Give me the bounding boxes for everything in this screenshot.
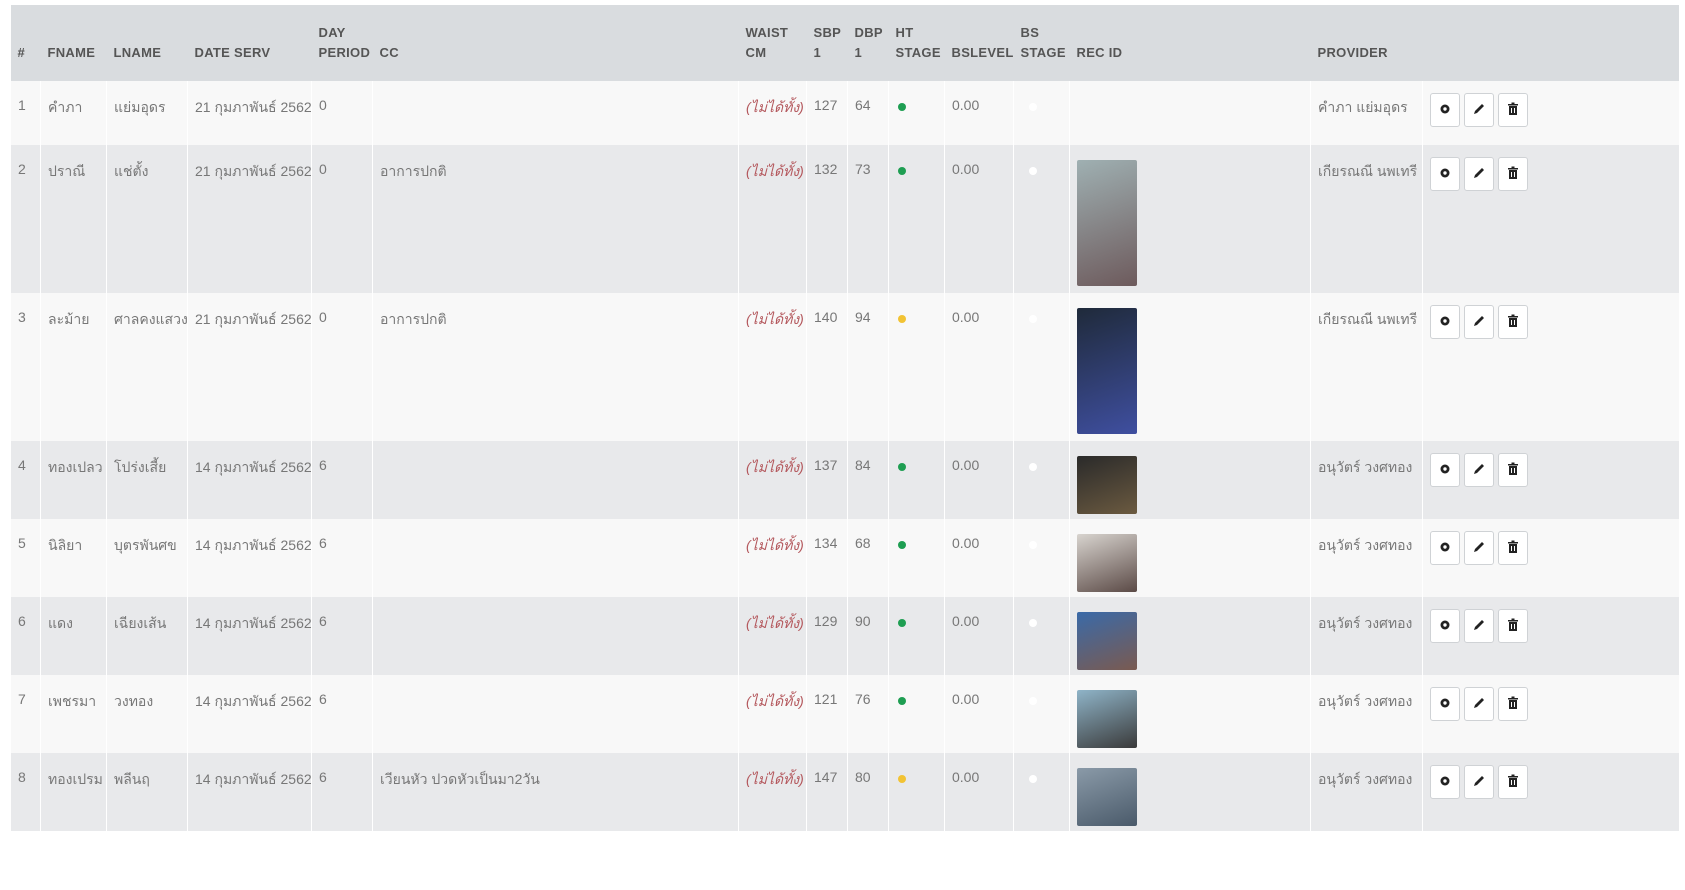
ht-stage-indicator bbox=[898, 167, 906, 175]
view-button[interactable] bbox=[1430, 609, 1460, 643]
cell-day-period: 6 bbox=[312, 519, 373, 597]
cell-fname: ทองเปลว bbox=[41, 441, 107, 519]
cell-rec-id bbox=[1070, 145, 1311, 293]
table-row bbox=[11, 597, 1679, 675]
cell-ht-stage bbox=[889, 81, 945, 145]
bs-stage-indicator bbox=[1029, 463, 1037, 471]
cell-bslevel: 0.00 bbox=[945, 441, 1014, 519]
cell-rec-id bbox=[1070, 293, 1311, 441]
cell-date-serv: 21 กุมภาพันธ์ 2562 bbox=[188, 293, 312, 441]
bs-stage-indicator bbox=[1029, 775, 1037, 783]
col-cc[interactable]: CC bbox=[373, 5, 739, 81]
col-lname[interactable]: LNAME bbox=[107, 5, 188, 81]
eye-icon bbox=[1437, 539, 1453, 558]
pencil-icon bbox=[1471, 773, 1487, 792]
eye-icon bbox=[1437, 461, 1453, 480]
cell-provider: อนุวัตร์ วงศทอง bbox=[1311, 597, 1423, 675]
cell-cc bbox=[373, 675, 739, 753]
cell-provider: เกียรณณี นพเทรี bbox=[1311, 293, 1423, 441]
cell-dbp: 84 bbox=[848, 441, 889, 519]
cell-day-period: 0 bbox=[312, 293, 373, 441]
cell-num: 5 bbox=[11, 519, 41, 597]
trash-icon bbox=[1505, 101, 1521, 120]
cell-lname: แช่ตั้ง bbox=[107, 145, 188, 293]
trash-icon bbox=[1505, 695, 1521, 714]
col-fname[interactable]: FNAME bbox=[41, 5, 107, 81]
cell-lname: แย่มอุดร bbox=[107, 81, 188, 145]
col-dbp[interactable]: DBP 1 bbox=[848, 5, 889, 81]
ht-stage-indicator bbox=[898, 541, 906, 549]
delete-button[interactable] bbox=[1498, 453, 1528, 487]
cell-day-period: 6 bbox=[312, 675, 373, 753]
cell-day-period: 6 bbox=[312, 753, 373, 831]
eye-icon bbox=[1437, 313, 1453, 332]
cell-cc: เวียนหัว ปวดหัวเป็นมา2วัน bbox=[373, 753, 739, 831]
view-button[interactable] bbox=[1430, 765, 1460, 799]
table-row bbox=[11, 293, 1679, 441]
cell-bslevel: 0.00 bbox=[945, 597, 1014, 675]
trash-icon bbox=[1505, 539, 1521, 558]
cell-date-serv: 14 กุมภาพันธ์ 2562 bbox=[188, 441, 312, 519]
edit-button[interactable] bbox=[1464, 609, 1494, 643]
eye-icon bbox=[1437, 101, 1453, 120]
cell-ht-stage bbox=[889, 519, 945, 597]
cell-bslevel: 0.00 bbox=[945, 145, 1014, 293]
cell-bs-stage bbox=[1014, 81, 1070, 145]
col-bs-stage[interactable]: BS STAGE bbox=[1014, 5, 1070, 81]
ht-stage-indicator bbox=[898, 619, 906, 627]
col-rec-id[interactable]: REC ID bbox=[1070, 5, 1311, 81]
cell-lname: ศาลคงแสวง bbox=[107, 293, 188, 441]
pencil-icon bbox=[1471, 461, 1487, 480]
edit-button[interactable] bbox=[1464, 453, 1494, 487]
cell-waist: (ไม่ได้ทั้ง) bbox=[739, 145, 807, 293]
cell-rec-id bbox=[1070, 753, 1311, 831]
cell-dbp: 68 bbox=[848, 519, 889, 597]
cell-rec-id bbox=[1070, 81, 1311, 145]
col-provider[interactable]: PROVIDER bbox=[1311, 5, 1423, 81]
cell-sbp: 121 bbox=[807, 675, 848, 753]
pencil-icon bbox=[1471, 695, 1487, 714]
ht-stage-indicator bbox=[898, 103, 906, 111]
cell-sbp: 134 bbox=[807, 519, 848, 597]
delete-button[interactable] bbox=[1498, 609, 1528, 643]
eye-icon bbox=[1437, 617, 1453, 636]
cell-rec-id bbox=[1070, 519, 1311, 597]
edit-button[interactable] bbox=[1464, 305, 1494, 339]
ht-stage-indicator bbox=[898, 775, 906, 783]
cell-actions bbox=[1423, 293, 1679, 441]
col-ht-stage[interactable]: HT STAGE bbox=[889, 5, 945, 81]
delete-button[interactable] bbox=[1498, 305, 1528, 339]
cell-fname: ละม้าย bbox=[41, 293, 107, 441]
pencil-icon bbox=[1471, 101, 1487, 120]
eye-icon bbox=[1437, 695, 1453, 714]
col-day-period[interactable]: DAY PERIOD bbox=[312, 5, 373, 81]
delete-button[interactable] bbox=[1498, 93, 1528, 127]
view-button[interactable] bbox=[1430, 157, 1460, 191]
cell-dbp: 94 bbox=[848, 293, 889, 441]
cell-lname: บุตรพันศข bbox=[107, 519, 188, 597]
trash-icon bbox=[1505, 165, 1521, 184]
view-button[interactable] bbox=[1430, 453, 1460, 487]
cell-cc: อาการปกติ bbox=[373, 145, 739, 293]
cell-ht-stage bbox=[889, 145, 945, 293]
cell-waist: (ไม่ได้ทั้ง) bbox=[739, 753, 807, 831]
pencil-icon bbox=[1471, 313, 1487, 332]
cell-num: 7 bbox=[11, 675, 41, 753]
patient-photo[interactable] bbox=[1077, 456, 1137, 514]
cell-bs-stage bbox=[1014, 675, 1070, 753]
bs-stage-indicator bbox=[1029, 315, 1037, 323]
bs-stage-indicator bbox=[1029, 619, 1037, 627]
cell-ht-stage bbox=[889, 753, 945, 831]
cell-bslevel: 0.00 bbox=[945, 753, 1014, 831]
records-table bbox=[10, 5, 1679, 831]
cell-dbp: 90 bbox=[848, 597, 889, 675]
table-row bbox=[11, 441, 1679, 519]
eye-icon bbox=[1437, 165, 1453, 184]
cell-date-serv: 14 กุมภาพันธ์ 2562 bbox=[188, 675, 312, 753]
ht-stage-indicator bbox=[898, 315, 906, 323]
edit-button[interactable] bbox=[1464, 765, 1494, 799]
cell-actions bbox=[1423, 81, 1679, 145]
cell-date-serv: 21 กุมภาพันธ์ 2562 bbox=[188, 145, 312, 293]
view-button[interactable] bbox=[1430, 305, 1460, 339]
bs-stage-indicator bbox=[1029, 167, 1037, 175]
trash-icon bbox=[1505, 313, 1521, 332]
pencil-icon bbox=[1471, 617, 1487, 636]
cell-provider: อนุวัตร์ วงศทอง bbox=[1311, 441, 1423, 519]
patient-photo[interactable] bbox=[1077, 308, 1137, 434]
cell-actions bbox=[1423, 753, 1679, 831]
patient-photo[interactable] bbox=[1077, 534, 1137, 592]
table-row bbox=[11, 81, 1679, 145]
cell-waist: (ไม่ได้ทั้ง) bbox=[739, 81, 807, 145]
cell-date-serv: 14 กุมภาพันธ์ 2562 bbox=[188, 753, 312, 831]
cell-lname: โปร่งเสี้ย bbox=[107, 441, 188, 519]
cell-bslevel: 0.00 bbox=[945, 519, 1014, 597]
cell-cc bbox=[373, 441, 739, 519]
patient-photo[interactable] bbox=[1077, 690, 1137, 748]
cell-lname: วงทอง bbox=[107, 675, 188, 753]
cell-bs-stage bbox=[1014, 441, 1070, 519]
cell-actions bbox=[1423, 441, 1679, 519]
cell-waist: (ไม่ได้ทั้ง) bbox=[739, 597, 807, 675]
cell-sbp: 137 bbox=[807, 441, 848, 519]
cell-bs-stage bbox=[1014, 293, 1070, 441]
cell-num: 1 bbox=[11, 81, 41, 145]
cell-dbp: 76 bbox=[848, 675, 889, 753]
cell-rec-id bbox=[1070, 597, 1311, 675]
col-actions bbox=[1423, 5, 1679, 81]
trash-icon bbox=[1505, 461, 1521, 480]
cell-actions bbox=[1423, 519, 1679, 597]
cell-date-serv: 14 กุมภาพันธ์ 2562 bbox=[188, 519, 312, 597]
pencil-icon bbox=[1471, 165, 1487, 184]
cell-dbp: 80 bbox=[848, 753, 889, 831]
cell-waist: (ไม่ได้ทั้ง) bbox=[739, 519, 807, 597]
cell-day-period: 0 bbox=[312, 145, 373, 293]
col-date-serv[interactable]: DATE SERV bbox=[188, 5, 312, 81]
bs-stage-indicator bbox=[1029, 697, 1037, 705]
cell-actions bbox=[1423, 145, 1679, 293]
table-row bbox=[11, 753, 1679, 831]
cell-fname: แดง bbox=[41, 597, 107, 675]
cell-provider: เกียรณณี นพเทรี bbox=[1311, 145, 1423, 293]
edit-button[interactable] bbox=[1464, 93, 1494, 127]
cell-day-period: 6 bbox=[312, 441, 373, 519]
cell-provider: อนุวัตร์ วงศทอง bbox=[1311, 519, 1423, 597]
edit-button[interactable] bbox=[1464, 687, 1494, 721]
cell-num: 8 bbox=[11, 753, 41, 831]
ht-stage-indicator bbox=[898, 697, 906, 705]
cell-lname: เฉียงเส้น bbox=[107, 597, 188, 675]
cell-actions bbox=[1423, 675, 1679, 753]
col-waist[interactable]: WAIST CM bbox=[739, 5, 807, 81]
patient-photo[interactable] bbox=[1077, 768, 1137, 826]
cell-bslevel: 0.00 bbox=[945, 293, 1014, 441]
table-header bbox=[11, 5, 1679, 81]
cell-cc bbox=[373, 519, 739, 597]
cell-num: 2 bbox=[11, 145, 41, 293]
cell-sbp: 132 bbox=[807, 145, 848, 293]
view-button[interactable] bbox=[1430, 93, 1460, 127]
ht-stage-indicator bbox=[898, 463, 906, 471]
cell-provider: คำภา แย่มอุดร bbox=[1311, 81, 1423, 145]
eye-icon bbox=[1437, 773, 1453, 792]
records-table-wrapper bbox=[10, 5, 1678, 831]
cell-bslevel: 0.00 bbox=[945, 675, 1014, 753]
cell-num: 4 bbox=[11, 441, 41, 519]
table-row bbox=[11, 145, 1679, 293]
edit-button[interactable] bbox=[1464, 157, 1494, 191]
cell-num: 3 bbox=[11, 293, 41, 441]
cell-day-period: 0 bbox=[312, 81, 373, 145]
table-body bbox=[11, 81, 1679, 831]
view-button[interactable] bbox=[1430, 531, 1460, 565]
cell-provider: อนุวัตร์ วงศทอง bbox=[1311, 675, 1423, 753]
cell-actions bbox=[1423, 597, 1679, 675]
cell-rec-id bbox=[1070, 441, 1311, 519]
cell-sbp: 147 bbox=[807, 753, 848, 831]
patient-photo[interactable] bbox=[1077, 612, 1137, 670]
cell-rec-id bbox=[1070, 675, 1311, 753]
cell-fname: ทองเปรม bbox=[41, 753, 107, 831]
cell-ht-stage bbox=[889, 597, 945, 675]
pencil-icon bbox=[1471, 539, 1487, 558]
cell-sbp: 127 bbox=[807, 81, 848, 145]
bs-stage-indicator bbox=[1029, 541, 1037, 549]
cell-ht-stage bbox=[889, 675, 945, 753]
cell-bslevel: 0.00 bbox=[945, 81, 1014, 145]
delete-button[interactable] bbox=[1498, 157, 1528, 191]
cell-dbp: 64 bbox=[848, 81, 889, 145]
patient-photo[interactable] bbox=[1077, 160, 1137, 286]
cell-waist: (ไม่ได้ทั้ง) bbox=[739, 675, 807, 753]
cell-bs-stage bbox=[1014, 145, 1070, 293]
cell-cc: อาการปกติ bbox=[373, 293, 739, 441]
cell-bs-stage bbox=[1014, 597, 1070, 675]
delete-button[interactable] bbox=[1498, 765, 1528, 799]
col-bslevel[interactable]: BSLEVEL bbox=[945, 5, 1014, 81]
cell-fname: นิลิยา bbox=[41, 519, 107, 597]
view-button[interactable] bbox=[1430, 687, 1460, 721]
cell-ht-stage bbox=[889, 441, 945, 519]
delete-button[interactable] bbox=[1498, 531, 1528, 565]
cell-bs-stage bbox=[1014, 519, 1070, 597]
cell-sbp: 140 bbox=[807, 293, 848, 441]
cell-dbp: 73 bbox=[848, 145, 889, 293]
bs-stage-indicator bbox=[1029, 103, 1037, 111]
trash-icon bbox=[1505, 773, 1521, 792]
cell-cc bbox=[373, 597, 739, 675]
cell-fname: คำภา bbox=[41, 81, 107, 145]
trash-icon bbox=[1505, 617, 1521, 636]
cell-cc bbox=[373, 81, 739, 145]
cell-lname: พลีนฤ bbox=[107, 753, 188, 831]
cell-sbp: 129 bbox=[807, 597, 848, 675]
cell-num: 6 bbox=[11, 597, 41, 675]
cell-provider: อนุวัตร์ วงศทอง bbox=[1311, 753, 1423, 831]
col-sbp[interactable]: SBP 1 bbox=[807, 5, 848, 81]
delete-button[interactable] bbox=[1498, 687, 1528, 721]
edit-button[interactable] bbox=[1464, 531, 1494, 565]
cell-bs-stage bbox=[1014, 753, 1070, 831]
cell-date-serv: 14 กุมภาพันธ์ 2562 bbox=[188, 597, 312, 675]
cell-waist: (ไม่ได้ทั้ง) bbox=[739, 293, 807, 441]
cell-day-period: 6 bbox=[312, 597, 373, 675]
cell-fname: เพชรมา bbox=[41, 675, 107, 753]
col-num[interactable]: # bbox=[11, 5, 41, 81]
table-row bbox=[11, 675, 1679, 753]
table-row bbox=[11, 519, 1679, 597]
cell-waist: (ไม่ได้ทั้ง) bbox=[739, 441, 807, 519]
cell-fname: ปราณี bbox=[41, 145, 107, 293]
cell-ht-stage bbox=[889, 293, 945, 441]
cell-date-serv: 21 กุมภาพันธ์ 2562 bbox=[188, 81, 312, 145]
